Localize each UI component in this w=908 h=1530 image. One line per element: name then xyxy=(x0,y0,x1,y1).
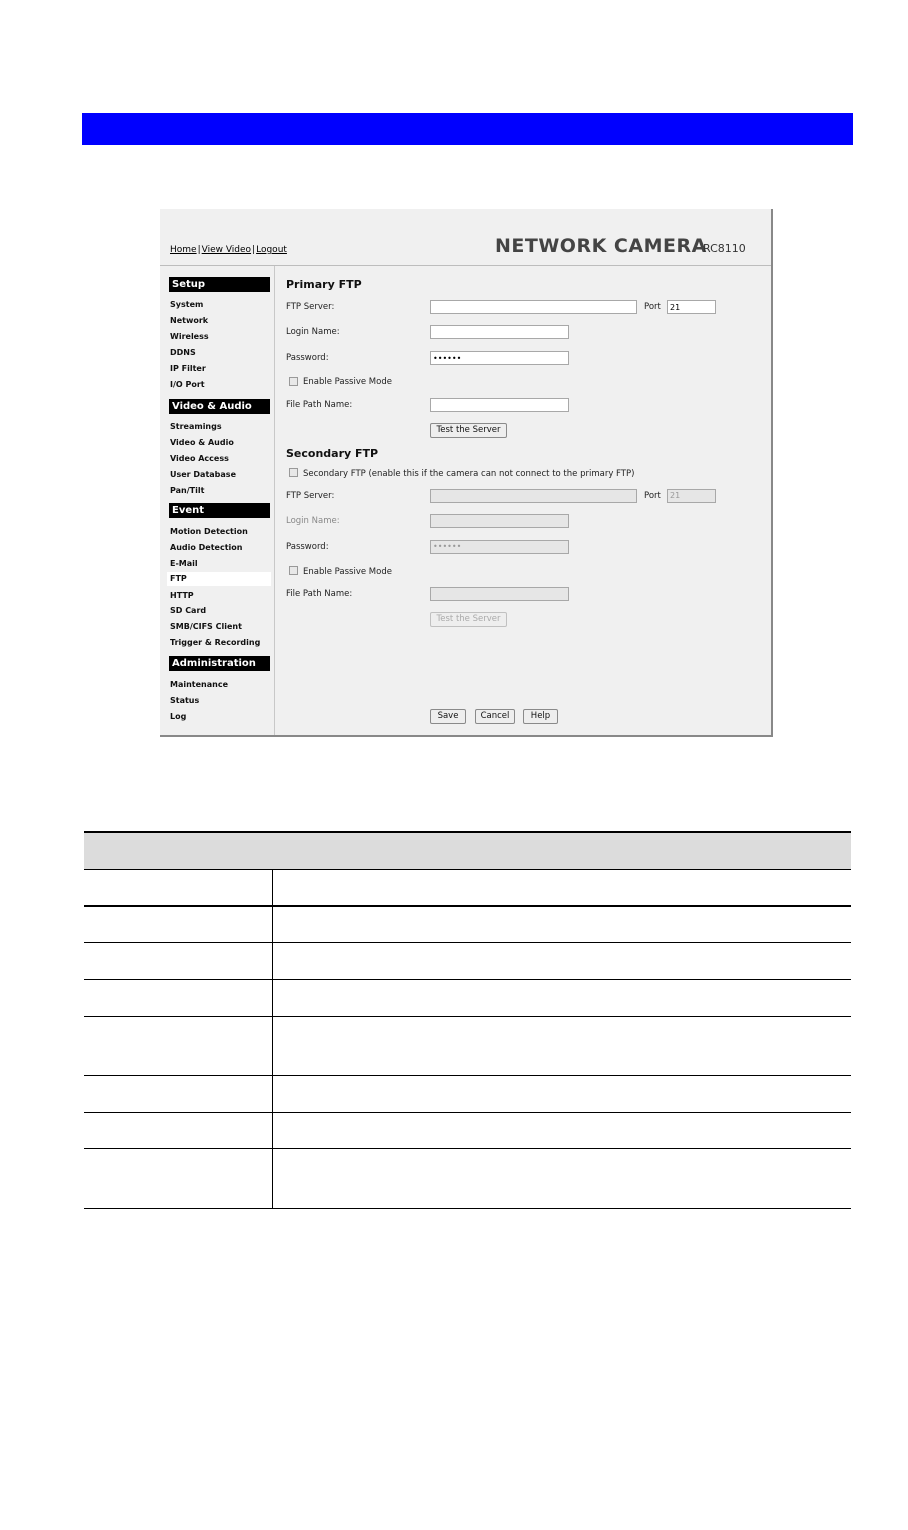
model-number: RC8110 xyxy=(703,242,746,255)
sidebar-heading-administration: Administration xyxy=(169,656,270,671)
top-links xyxy=(170,245,287,255)
table-cell xyxy=(84,943,273,979)
sidebar-item-motion-detection[interactable]: Motion Detection xyxy=(170,527,248,536)
secondary-passive-mode-checkbox[interactable] xyxy=(289,566,298,575)
sidebar-item-system[interactable]: System xyxy=(170,300,204,309)
sidebar-item-ftp[interactable]: FTP xyxy=(167,572,271,586)
table-row xyxy=(84,907,851,943)
primary-port-input[interactable] xyxy=(667,300,716,314)
camera-web-ui xyxy=(160,209,773,737)
section-header-bar xyxy=(82,113,853,145)
sidebar-item-wireless[interactable]: Wireless xyxy=(170,332,209,341)
table-cell xyxy=(84,870,273,905)
table-cell xyxy=(84,980,273,1016)
table-cell xyxy=(84,907,273,942)
primary-path-input[interactable] xyxy=(430,398,569,412)
table-row xyxy=(84,1017,851,1076)
secondary-password-input[interactable]: •••••• xyxy=(430,540,569,554)
sidebar-item-trigger-recording[interactable]: Trigger & Recording xyxy=(170,638,261,647)
sidebar xyxy=(160,266,275,735)
primary-ftp-server-input[interactable] xyxy=(430,300,637,314)
sidebar-heading-video-audio: Video & Audio xyxy=(169,399,270,414)
secondary-port-label: Port xyxy=(644,491,661,501)
sidebar-item-smb-cifs-client[interactable]: SMB/CIFS Client xyxy=(170,622,242,631)
secondary-ftp-enable-label: Secondary FTP (enable this if the camera can not connect to the primary FTP) xyxy=(303,469,635,479)
sidebar-item-status[interactable]: Status xyxy=(170,696,200,705)
primary-password-label: Password: xyxy=(286,353,329,363)
help-button[interactable]: Help xyxy=(523,709,558,724)
sidebar-item-video-access[interactable]: Video Access xyxy=(170,454,229,463)
table-cell xyxy=(84,1149,273,1208)
sidebar-item-network[interactable]: Network xyxy=(170,316,209,325)
sidebar-item-log[interactable]: Log xyxy=(170,712,187,721)
secondary-ftp-server-label: FTP Server: xyxy=(286,491,335,501)
ui-header xyxy=(160,209,771,266)
brand-title: NETWORK CAMERA xyxy=(495,235,707,257)
primary-passive-mode-label: Enable Passive Mode xyxy=(303,377,392,387)
secondary-path-label: File Path Name: xyxy=(286,589,353,599)
secondary-test-server-button[interactable]: Test the Server xyxy=(430,612,507,627)
table-row xyxy=(84,943,851,980)
secondary-ftp-enable-checkbox[interactable] xyxy=(289,468,298,477)
link-separator: | xyxy=(197,245,201,255)
secondary-password-label: Password: xyxy=(286,542,329,552)
ftp-settings-panel xyxy=(275,266,771,735)
primary-login-input[interactable] xyxy=(430,325,569,339)
table-row xyxy=(84,1149,851,1209)
sidebar-heading-event: Event xyxy=(169,503,270,518)
sidebar-item-audio-detection[interactable]: Audio Detection xyxy=(170,543,243,552)
sidebar-item-http[interactable]: HTTP xyxy=(170,591,194,600)
sidebar-item-user-database[interactable]: User Database xyxy=(170,470,236,479)
sidebar-item-sd-card[interactable]: SD Card xyxy=(170,606,207,615)
secondary-ftp-server-input[interactable] xyxy=(430,489,637,503)
primary-test-server-button[interactable]: Test the Server xyxy=(430,423,507,438)
secondary-port-input[interactable]: 21 xyxy=(667,489,716,503)
table-cell xyxy=(84,1113,273,1148)
logout-link[interactable]: Logout xyxy=(256,245,287,255)
secondary-login-label: Login Name: xyxy=(286,516,340,526)
primary-passive-mode-checkbox[interactable] xyxy=(289,377,298,386)
sidebar-heading-setup: Setup xyxy=(169,277,270,292)
link-separator: | xyxy=(252,245,256,255)
sidebar-item-pan-tilt[interactable]: Pan/Tilt xyxy=(170,486,205,495)
primary-path-label: File Path Name: xyxy=(286,400,353,410)
table-cell xyxy=(84,1017,273,1075)
home-link[interactable]: Home xyxy=(170,245,197,255)
cancel-button[interactable]: Cancel xyxy=(475,709,515,724)
sidebar-item-email[interactable]: E-Mail xyxy=(170,559,198,568)
table-row xyxy=(84,980,851,1017)
secondary-ftp-title: Secondary FTP xyxy=(286,447,379,460)
table-header xyxy=(84,833,851,870)
sidebar-item-streamings[interactable]: Streamings xyxy=(170,422,222,431)
primary-ftp-server-label: FTP Server: xyxy=(286,302,335,312)
primary-login-label: Login Name: xyxy=(286,327,340,337)
table-row xyxy=(84,1113,851,1149)
secondary-login-input[interactable] xyxy=(430,514,569,528)
save-button[interactable]: Save xyxy=(430,709,466,724)
primary-port-label: Port xyxy=(644,302,661,312)
secondary-path-input[interactable] xyxy=(430,587,569,601)
table-row xyxy=(84,1076,851,1113)
secondary-passive-mode-label: Enable Passive Mode xyxy=(303,567,392,577)
view-video-link[interactable]: View Video xyxy=(201,245,252,255)
table-cell xyxy=(84,1076,273,1112)
sidebar-item-ip-filter[interactable]: IP Filter xyxy=(170,364,206,373)
sidebar-item-video-audio[interactable]: Video & Audio xyxy=(170,438,234,447)
primary-password-input[interactable] xyxy=(430,351,569,365)
sidebar-item-maintenance[interactable]: Maintenance xyxy=(170,680,229,689)
sidebar-item-io-port[interactable]: I/O Port xyxy=(170,380,205,389)
settings-table xyxy=(84,831,851,1209)
primary-ftp-title: Primary FTP xyxy=(286,278,362,291)
sidebar-item-ddns[interactable]: DDNS xyxy=(170,348,196,357)
table-row xyxy=(84,870,851,907)
